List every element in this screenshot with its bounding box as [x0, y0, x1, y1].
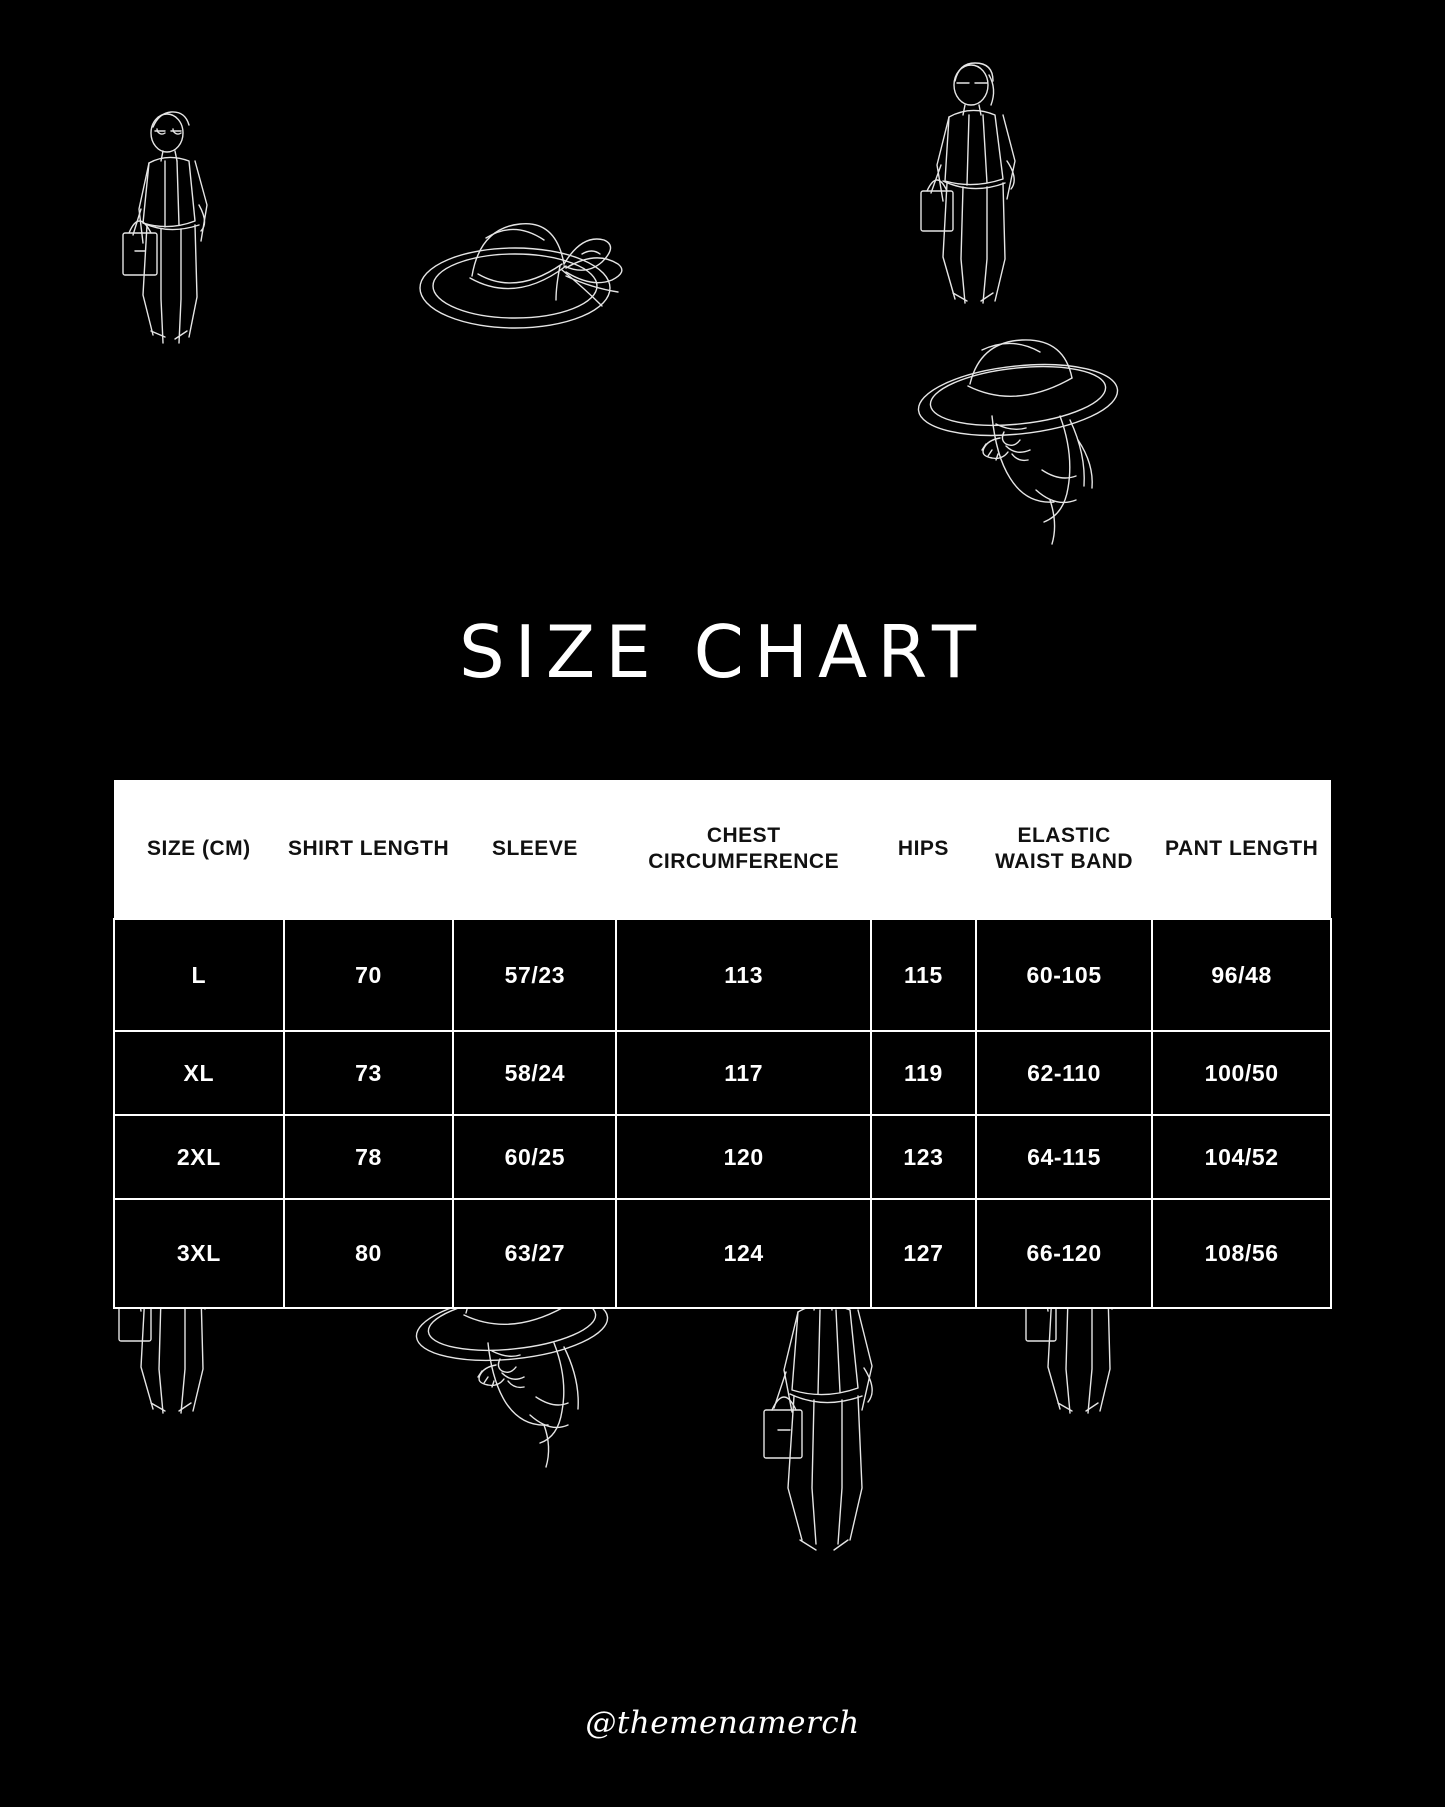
cell-sleeve: 60/25 — [453, 1115, 616, 1199]
cell-sleeve: 63/27 — [453, 1199, 616, 1308]
cell-sleeve: 58/24 — [453, 1031, 616, 1115]
cell-pant-length: 100/50 — [1152, 1031, 1331, 1115]
cell-sleeve: 57/23 — [453, 919, 616, 1031]
cell-elastic-waist-band: 60-105 — [976, 919, 1152, 1031]
cell-chest-circumference: 117 — [616, 1031, 871, 1115]
column-header-chest-circumference: CHEST CIRCUMFERENCE — [616, 780, 871, 919]
table-row — [114, 919, 1331, 1031]
woman-with-wide-brim-hat-right-icon — [900, 320, 1140, 560]
cell-hips: 119 — [871, 1031, 976, 1115]
cell-elastic-waist-band: 62-110 — [976, 1031, 1152, 1115]
cell-hips: 127 — [871, 1199, 976, 1308]
table-row — [114, 1115, 1331, 1199]
column-header-pant-length: PANT LENGTH — [1152, 780, 1331, 919]
cell-pant-length: 108/56 — [1152, 1199, 1331, 1308]
cell-shirt-length: 70 — [284, 919, 454, 1031]
cell-size: 3XL — [114, 1199, 284, 1308]
column-header-size: SIZE (CM) — [114, 780, 284, 919]
cell-elastic-waist-band: 66-120 — [976, 1199, 1152, 1308]
table-row — [114, 1031, 1331, 1115]
cell-size: 2XL — [114, 1115, 284, 1199]
table-row — [114, 1199, 1331, 1308]
cell-chest-circumference: 120 — [616, 1115, 871, 1199]
cell-hips: 115 — [871, 919, 976, 1031]
fashion-figure-walking-top-left-icon — [105, 105, 235, 345]
column-header-shirt-length: SHIRT LENGTH — [284, 780, 454, 919]
sun-hat-with-ribbon-icon — [410, 200, 660, 340]
cell-shirt-length: 73 — [284, 1031, 454, 1115]
brand-handle: @themenamerch — [585, 1705, 860, 1741]
cell-shirt-length: 80 — [284, 1199, 454, 1308]
cell-pant-length: 96/48 — [1152, 919, 1331, 1031]
fashion-figure-walking-top-right-icon — [905, 55, 1045, 305]
cell-elastic-waist-band: 64-115 — [976, 1115, 1152, 1199]
table-header-row — [114, 780, 1331, 919]
size-chart-table — [113, 780, 1332, 1309]
column-header-elastic-waist-band: ELASTIC WAIST BAND — [976, 780, 1152, 919]
cell-shirt-length: 78 — [284, 1115, 454, 1199]
size-chart-table-wrapper — [113, 780, 1332, 1309]
page-title: SIZE CHART — [458, 610, 987, 694]
column-header-hips: HIPS — [871, 780, 976, 919]
cell-hips: 123 — [871, 1115, 976, 1199]
cell-chest-circumference: 113 — [616, 919, 871, 1031]
cell-size: XL — [114, 1031, 284, 1115]
cell-pant-length: 104/52 — [1152, 1115, 1331, 1199]
cell-chest-circumference: 124 — [616, 1199, 871, 1308]
cell-size: L — [114, 919, 284, 1031]
column-header-sleeve: SLEEVE — [453, 780, 616, 919]
